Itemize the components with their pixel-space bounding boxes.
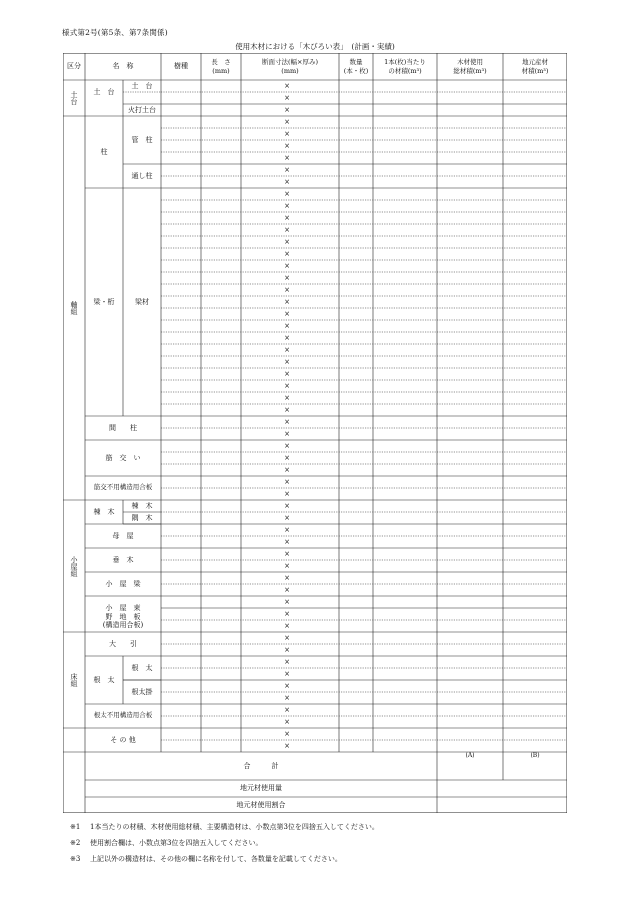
cross-mark: × xyxy=(284,693,290,702)
cross-mark: × xyxy=(284,537,290,546)
cross-mark: × xyxy=(284,189,290,198)
note-1 xyxy=(70,822,379,832)
cross-mark: × xyxy=(284,741,290,750)
cross-mark: × xyxy=(284,297,290,306)
note-2-text: 使用割合欄は、小数点第3位を四捨五入してください。 xyxy=(90,839,263,847)
label-neda: 根 太 xyxy=(131,663,153,672)
cross-mark: × xyxy=(284,501,290,510)
cross-mark: × xyxy=(284,405,290,414)
cross-mark: × xyxy=(284,81,290,90)
header-per-volume-label: 1本(枚)当たり xyxy=(384,58,426,67)
label-dodai: 土 台 xyxy=(93,87,115,96)
label-sujikai: 筋 交 い xyxy=(105,453,141,462)
cross-mark: × xyxy=(284,393,290,402)
cross-mark: × xyxy=(284,681,290,690)
note-1-mark: ※1 xyxy=(70,823,81,831)
label-kudabashira: 管 柱 xyxy=(131,135,153,144)
label-hari-zai: 梁材 xyxy=(135,297,149,306)
cross-mark: × xyxy=(284,93,290,102)
cross-mark: × xyxy=(284,237,290,246)
category-yukagumi: 床組 xyxy=(70,673,79,687)
label-nedakake: 根太掛 xyxy=(131,687,153,696)
header-suryo-label: 数量 xyxy=(349,58,363,67)
label-sujikai-fuyo: 筋交不用構造用合板 xyxy=(93,483,153,492)
cross-mark: × xyxy=(284,213,290,222)
cross-mark: × xyxy=(284,441,290,450)
cross-mark: × xyxy=(284,273,290,282)
note-3 xyxy=(70,854,342,864)
cross-mark: × xyxy=(284,333,290,342)
cross-mark: × xyxy=(284,669,290,678)
header-per-volume xyxy=(373,53,437,80)
label-koyabari: 小 屋 梁 xyxy=(105,579,141,588)
form-number: 様式第2号(第5条、第7条関係) xyxy=(62,28,168,37)
category-dodai: 土台 xyxy=(70,91,79,105)
category-jikugumi: 軸組 xyxy=(70,301,79,315)
cross-mark: × xyxy=(284,105,290,114)
local-usage-label: 地元材使用量 xyxy=(240,784,282,793)
cross-mark: × xyxy=(284,645,290,654)
cross-mark: × xyxy=(284,585,290,594)
header-danmen-unit: (mm) xyxy=(281,66,299,75)
label-moya: 母 屋 xyxy=(112,531,134,540)
label-koyazuka: 小 屋 束 xyxy=(105,603,141,612)
header-jushu: 樹種 xyxy=(174,62,188,71)
header-nagasa-unit: (mm) xyxy=(212,66,230,75)
cross-mark: × xyxy=(284,717,290,726)
cross-mark: × xyxy=(284,573,290,582)
note-3-mark: ※3 xyxy=(70,855,81,863)
cross-mark: × xyxy=(284,561,290,570)
label-dodai-sub2 xyxy=(123,92,161,104)
note-1-text: 1本当たりの材積、木材使用総材積、主要構造材は、小数点第3位を四捨五入してください。 xyxy=(90,823,379,831)
label-neda-group: 根 太 xyxy=(93,675,115,684)
label-hari-keta: 梁・桁 xyxy=(93,297,115,306)
cross-mark: × xyxy=(284,381,290,390)
cross-mark: × xyxy=(284,321,290,330)
cross-mark: × xyxy=(284,513,290,522)
note-2-mark: ※2 xyxy=(70,839,81,847)
header-total-volume-label: 木材使用 xyxy=(457,58,483,67)
cross-mark: × xyxy=(284,621,290,630)
cross-mark: × xyxy=(284,465,290,474)
cross-mark: × xyxy=(284,489,290,498)
cross-mark: × xyxy=(284,525,290,534)
label-nojiita-sub: (構造用合板) xyxy=(102,621,144,629)
header-danmen xyxy=(241,53,339,80)
form-title: 使用木材における「木びろい表」 (計画・実績) xyxy=(235,42,395,51)
header-kubun: 区分 xyxy=(67,62,81,71)
header-total-volume-unit: 総材積(m³) xyxy=(453,66,487,75)
cross-mark: × xyxy=(284,549,290,558)
header-total-volume xyxy=(437,53,503,80)
cross-mark: × xyxy=(284,345,290,354)
cross-mark: × xyxy=(284,453,290,462)
total-label: 合 計 xyxy=(243,761,279,770)
cross-mark: × xyxy=(284,141,290,150)
cross-mark: × xyxy=(284,201,290,210)
cross-mark: × xyxy=(284,261,290,270)
cross-mark: × xyxy=(284,633,290,642)
header-meisho: 名 称 xyxy=(112,62,134,71)
label-toshibashira: 通し柱 xyxy=(131,171,153,180)
label-hiuchi-dodai: 火打土台 xyxy=(128,105,156,114)
cross-mark: × xyxy=(284,369,290,378)
note-2 xyxy=(70,838,262,848)
cross-mark: × xyxy=(284,357,290,366)
mark-b: (B) xyxy=(530,751,540,759)
mark-a: (A) xyxy=(465,751,475,759)
cross-mark: × xyxy=(284,177,290,186)
cross-mark: × xyxy=(284,249,290,258)
header-suryo xyxy=(339,53,373,80)
cross-mark: × xyxy=(284,609,290,618)
cross-mark: × xyxy=(284,417,290,426)
cross-mark: × xyxy=(284,309,290,318)
cross-mark: × xyxy=(284,657,290,666)
label-nojiita xyxy=(85,610,161,632)
note-3-text: 上記以外の構造材は、その他の欄に名称を付して、各数量を記載してください。 xyxy=(90,855,342,863)
label-hashira: 柱 xyxy=(100,147,108,156)
cross-mark: × xyxy=(284,153,290,162)
header-local-volume-unit: 材積(m³) xyxy=(521,66,549,75)
header-local-volume xyxy=(503,53,567,80)
header-per-volume-unit: の材積(m³) xyxy=(388,66,422,75)
header-nagasa-label: 長 さ xyxy=(211,58,231,67)
cross-mark: × xyxy=(284,165,290,174)
label-sumigi: 隅 木 xyxy=(131,513,153,522)
label-mabashira: 間 柱 xyxy=(109,423,137,432)
local-ratio-label: 地元材使用割合 xyxy=(236,800,286,809)
label-nojiita-main: 野 地 板 xyxy=(105,612,141,621)
cross-mark: × xyxy=(284,705,290,714)
label-munagi-group: 棟 木 xyxy=(93,507,115,516)
cross-mark: × xyxy=(284,129,290,138)
cross-mark: × xyxy=(284,225,290,234)
wood-takeoff-table xyxy=(63,53,567,813)
label-dodai-sub: 土 台 xyxy=(131,81,153,90)
category-koyagumi: 小屋組 xyxy=(70,555,79,577)
cross-mark: × xyxy=(284,729,290,738)
header-suryo-unit: (本・枚) xyxy=(343,66,369,75)
cross-mark: × xyxy=(284,477,290,486)
cross-mark: × xyxy=(284,597,290,606)
cross-mark: × xyxy=(284,285,290,294)
cross-mark: × xyxy=(284,429,290,438)
label-sonota: そ の 他 xyxy=(110,735,136,744)
label-neda-fuyo: 根太不用構造用合板 xyxy=(93,711,153,720)
header-local-volume-label: 地元産材 xyxy=(522,58,548,67)
label-taruki: 垂 木 xyxy=(112,555,134,564)
header-nagasa xyxy=(201,53,241,80)
header-danmen-label: 断面寸法(幅×厚み) xyxy=(261,58,319,67)
label-munagi: 棟 木 xyxy=(131,501,153,510)
label-obiki: 大 引 xyxy=(109,639,137,648)
cross-mark: × xyxy=(284,117,290,126)
